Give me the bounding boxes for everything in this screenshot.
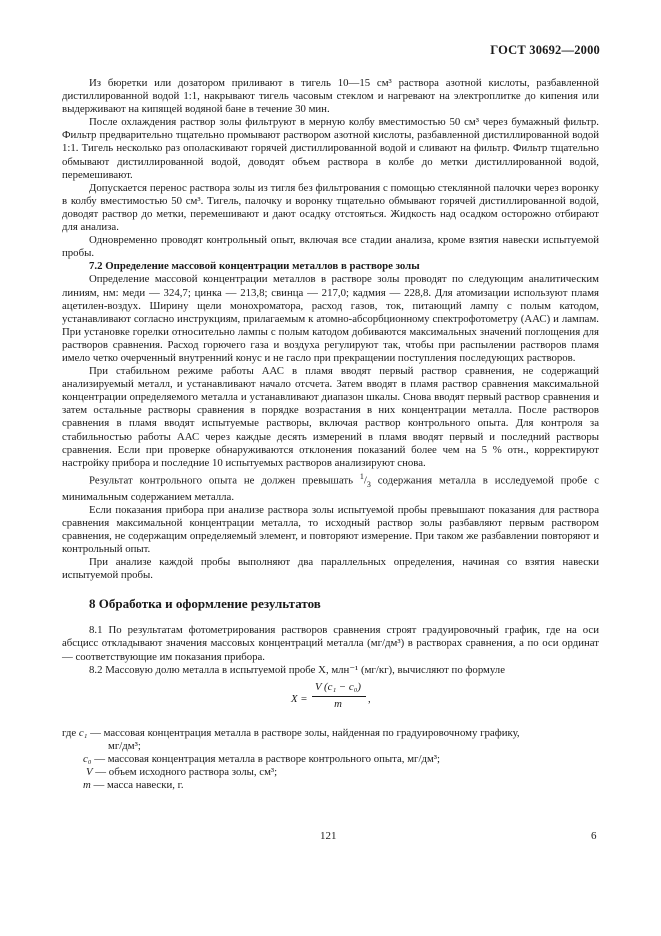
variable-row: [62, 753, 599, 766]
document-body: [62, 77, 599, 792]
variable-desc: — объем исходного раствора золы, см³;: [92, 765, 278, 778]
paragraph-part: Результат контрольного опыта не должен превышать: [89, 474, 360, 487]
paragraph: 8.1 По результатам фотометрирования растворов сравнения строят градуировочный график, где на оси абсцисс откладывают значения массовых концентраций металла (мг/дм³) в растворах сравнения, а по оси ординат — соответствующие им показания прибора.: [62, 624, 599, 663]
paragraph: При стабильном режиме работы ААС в пламя вводят первый раствор сравнения, не содержащий анализируемый металл, и устанавливают начало отсчета. Затем вводят в пламя раствор сравнения максимальной концентрации определяемого металла и устанавливают диапазон шкалы. Снова вводят первый раствор сравнения и затем остальные растворы сравнения в порядке возрастания в них концентрации металла. После растворов сравнения в пламя вводят испытуемые растворы, включая раствор контрольного опыта. Для контроля за стабильностью работы ААС через каждые десять измерений в пламя вводят первый и последний растворы сравнения. Если при проверке обнаруживаются отклонения показаний более чем на 5 % отн., корректируют настройку прибора и последние 10 испытуемых растворов анализируют снова.: [62, 365, 599, 469]
variable-symbol: c₀: [83, 752, 92, 765]
paragraph: Одновременно проводят контрольный опыт, включая все стадии анализа, кроме взятия навески испытуемой пробы.: [62, 234, 599, 260]
formula-denominator: m: [334, 697, 342, 710]
variable-desc: — массовая концентрация металла в растворе золы, найденная по градуировочному графику,: [87, 726, 520, 739]
paragraph: Если показания прибора при анализе раствора золы испытуемой пробы превышают показания для раствора сравнения максимальной концентрации металла, то исходный раствор золы разбавляют первым раствором сравнения, не содержащим определяемый элемент, и повторяют измерение. При таком же разбавлении повторяют и контрольный опыт.: [62, 503, 599, 556]
paragraph: При анализе каждой пробы выполняют два параллельных определения, начиная со взятия навески испытуемой пробы.: [62, 556, 599, 582]
formula-comma: ,: [368, 692, 371, 705]
paragraph: Результат контрольного опыта не должен превышать $^1/_3$ содержания металла в исследуемой пробе с минимальным содержанием металла.: [62, 471, 599, 503]
formula-lhs: X =: [291, 692, 308, 705]
standard-header: ГОСТ 30692—2000: [490, 43, 600, 57]
paragraph: Из бюретки или дозатором приливают в тигель 10—15 см³ раствора азотной кислоты, разбавленной дистиллированной водой 1:1, накрывают тигель часовым стеклом и нагревают на электроплитке до кипения или выдерживают на кипящей водяной бане в течение 30 мин.: [62, 77, 599, 116]
variable-desc: — масса навески, г.: [90, 779, 184, 792]
fraction-numerator: 1: [359, 471, 364, 481]
section-heading: 8 Обработка и оформление результатов: [89, 596, 321, 612]
subsection-heading: 7.2 Определение массовой концентрации металлов в растворе золы: [89, 260, 420, 273]
variable-row: [62, 766, 599, 779]
variable-desc: — массовая концентрация металла в растворе контрольного опыта, мг/дм³;: [91, 752, 441, 765]
paragraph: Определение массовой концентрации металлов в растворе золы проводят по следующим аналитическим линиям, нм: меди — 324,7; цинка — 213,8; свинца — 217,0; кадмия — 228,8. Для атомизации используют пламя ацетилен-воздух. Ширину щели монохроматора, расход газов, ток, питающий лампу с полым катодом, устанавливают согласно инструкциям, прилагаемым к атомно-абсорбционному спектрофотометру (ААС) и лампам. При установке горелки относительно лампы с полым катодом добиваются максимальных значений поглощения для растворов сравнения. Расход горючего газа и воздуха регулируют так, чтобы при распылении растворов пламя имело четко очерченный внутренний конус и не гасло при прекращении поступления последующих растворов.: [62, 273, 599, 364]
sheet-number: 6: [591, 830, 597, 842]
where-label: где: [62, 726, 77, 739]
fraction-bar: [312, 696, 366, 697]
variable-row: [62, 727, 599, 740]
variable-list: [62, 727, 599, 792]
page-number: 121: [320, 830, 337, 842]
variable-symbol: V: [86, 765, 93, 778]
variable-row: [62, 779, 599, 792]
formula-numerator: V (c₁ − c₀): [314, 680, 362, 693]
variable-symbol: c₁: [78, 726, 88, 739]
paragraph: После охлаждения раствор золы фильтруют в мерную колбу вместимостью 50 см³ через бумажный фильтр. Фильтр предварительно тщательно промывают раствором азотной кислоты, разбавленной дистиллированной водой 1:1. Тигель несколько раз ополаскивают горячей дистиллированной водой и сливают на фильтр. Фильтр тщательно обмывают дистиллированной водой, доводят объем раствора в колбе до метки дистиллированной водой, перемешивают.: [62, 116, 599, 181]
paragraph: 8.2 Массовую долю металла в испытуемой пробе X, млн⁻¹ (мг/кг), вычисляют по формуле: [89, 663, 505, 676]
variable-desc: мг/дм³;: [108, 739, 141, 752]
formula: [62, 681, 599, 721]
paragraph: Допускается перенос раствора золы из тигля без фильтрования с помощью стеклянной палочки через воронку в колбу вместимостью 50 см³. Тигель, палочку и воронку тщательно обмывают горячей дистиллированной водой, доводят раствор до метки, перемешивают и дают осадку отстояться. Жидкость над осадком осторожно отбирают для анализа.: [62, 181, 599, 234]
fraction-denominator: 3: [366, 479, 371, 489]
variable-symbol: m: [83, 779, 91, 792]
paragraph-part: содержания металла в исследуемой пробе с минимальным содержанием металла.: [62, 474, 599, 503]
variable-row: [62, 740, 599, 753]
